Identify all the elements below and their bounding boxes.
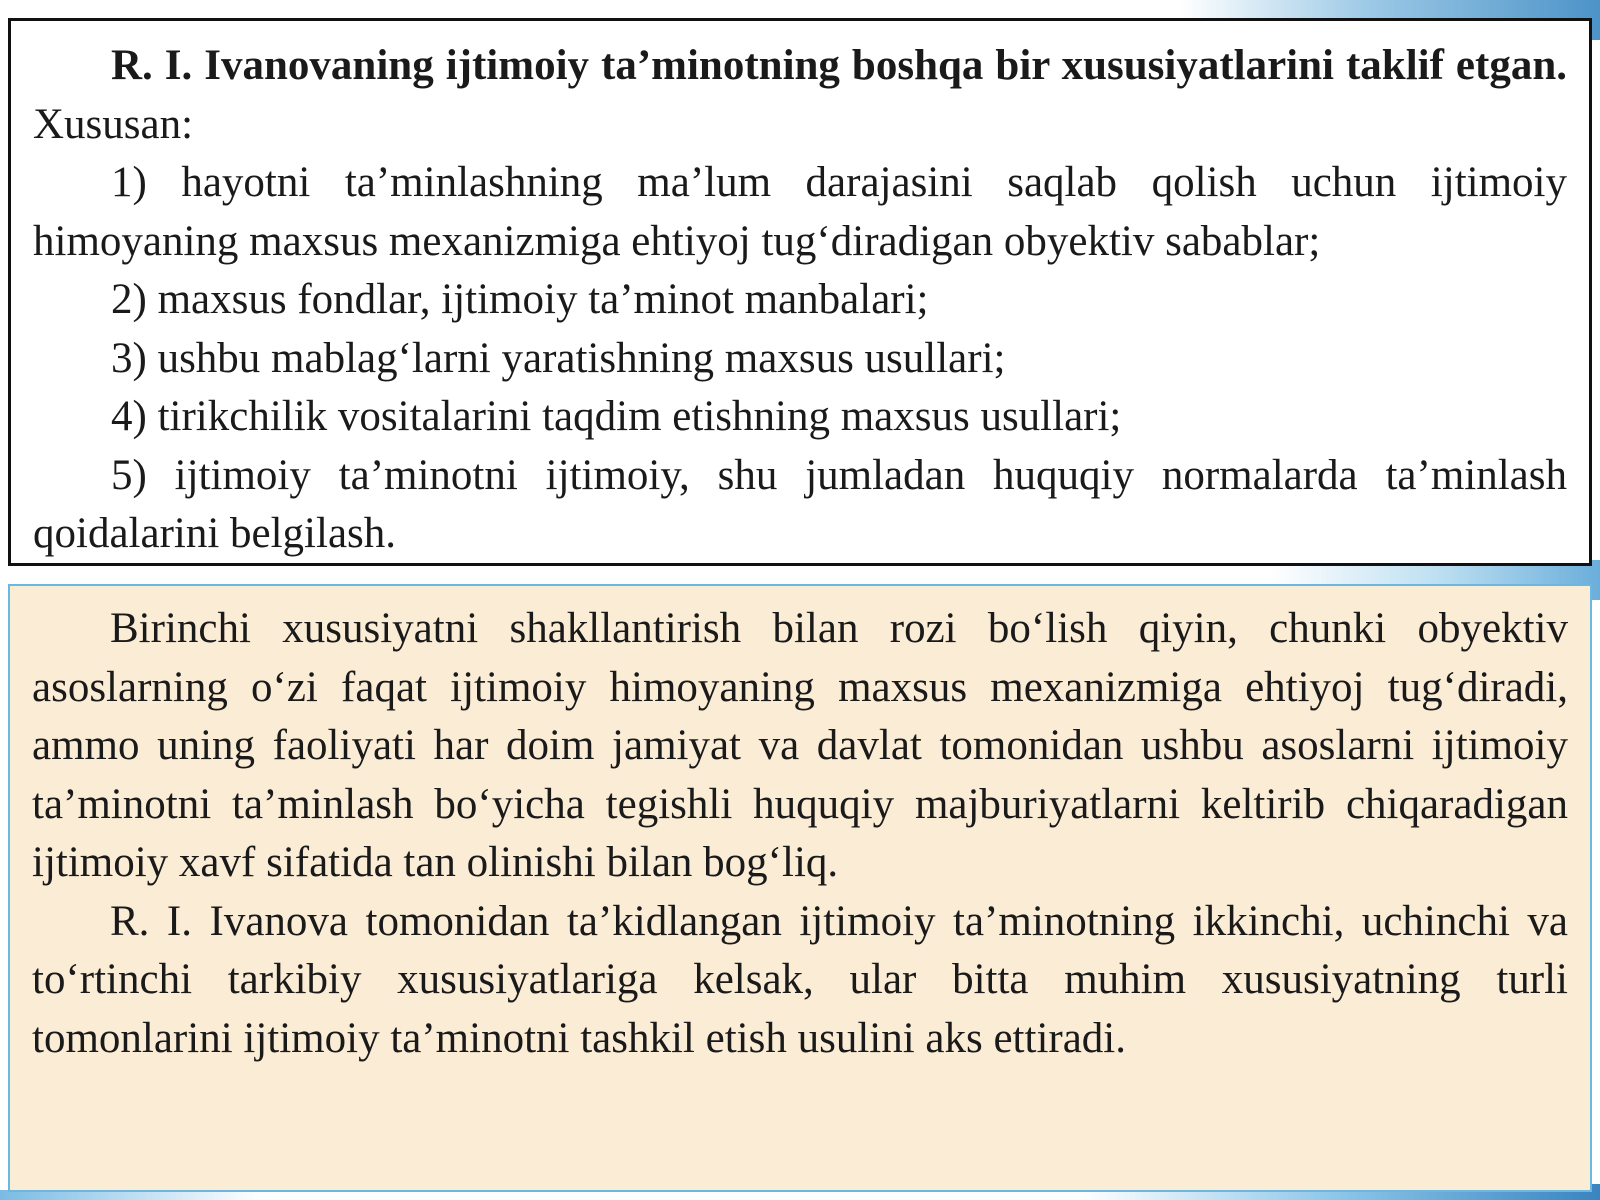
text-box-commentary [8, 584, 1592, 1192]
list-item: 1) hayotni ta’minlashning ma’lum darajasini saqlab qolish uchun ijtimoiy himoyaning maxsus mexanizmiga ehtiyoj tug‘diradigan obyektiv sabablar; [33, 159, 1567, 265]
list-item: 4) tirikchilik vositalarini taqdim etishning maxsus usullari; [111, 393, 1122, 440]
list-item: 5) ijtimoiy ta’minotni ijtimoiy, shu jumladan huquqiy normalarda ta’minlash qoidalarini belgilash. [33, 451, 1567, 557]
commentary-paragraph: Birinchi xususiyatni shakllantirish bilan rozi bo‘lish qiyin, chunki obyektiv asoslarning o‘zi faqat ijtimoiy himoyaning maxsus mexanizmiga ehtiyoj tug‘diradi, ammo uning faoliyati har doim jamiyat va davlat tomonidan ushbu asoslarni ijtimoiy ta’minotni ta’minlash bo‘yicha tegishli huquqiy majburiyatlarni keltirib chiqaradigan ijtimoiy xavf sifatida tan olinishi bilan bog‘liq. [32, 605, 1568, 886]
list-item: 3) ushbu mablag‘larni yaratishning maxsus usullari; [111, 334, 1006, 382]
intro-paragraph [33, 37, 1567, 154]
intro-bold-text: R. I. Ivanovaning ijtimoiy ta’minotning boshqa bir xususiyatlarini taklif etgan. [111, 42, 1567, 89]
commentary-paragraph: R. I. Ivanova tomonidan ta’kidlangan ijtimoiy ta’minotning ikkinchi, uchinchi va to‘rtinchi tarkibiy xususiyatlariga kelsak, ular bitta muhim xususiyatning turli tomonlarini ijtimoiy ta’minotni tashkil etish usulini aks ettiradi. [32, 897, 1568, 1062]
list-item: 2) maxsus fondlar, ijtimoiy ta’minot manbalari; [111, 276, 929, 323]
text-box-characteristics [8, 18, 1592, 566]
intro-rest-text: Xususan: [33, 100, 194, 148]
